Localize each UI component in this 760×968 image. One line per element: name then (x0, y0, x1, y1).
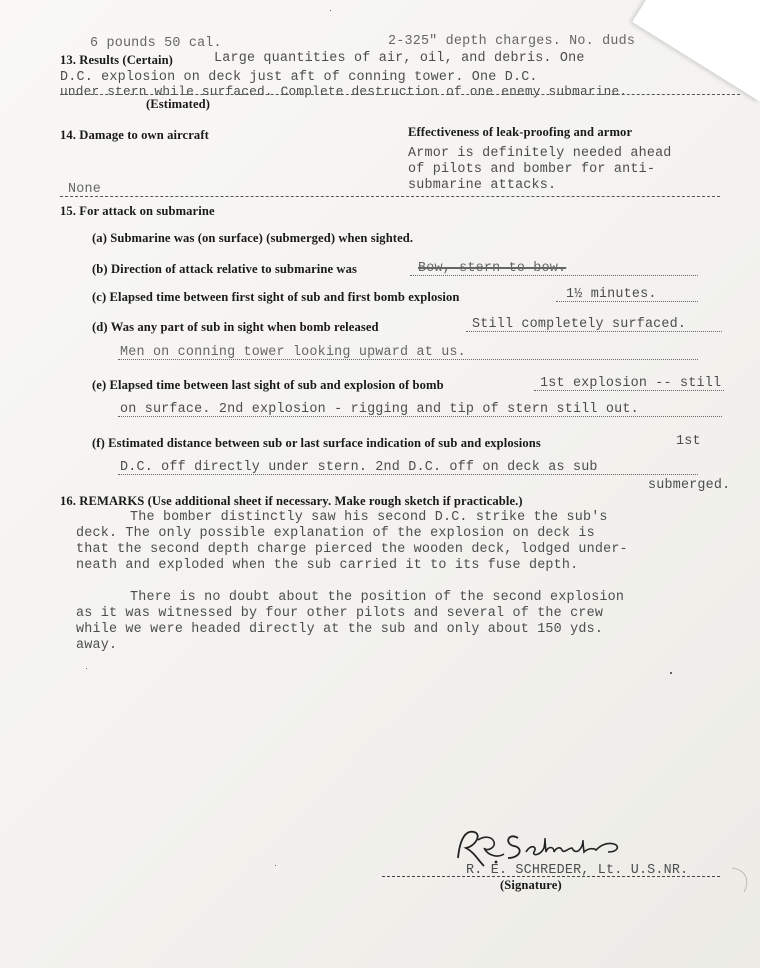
item15-b-rule (410, 275, 698, 276)
item13-text2: D.C. explosion on deck just aft of conning tower. One D.C. (60, 70, 538, 85)
folded-corner (632, 0, 760, 101)
item15-e-rule1 (534, 390, 724, 391)
item15-f-label: (f) Estimated distance between sub or last surface indication of sub and explosions (92, 436, 541, 450)
item15-f-value2: D.C. off directly under stern. 2nd D.C. off on deck as sub (120, 460, 598, 475)
ink-speck (86, 668, 87, 669)
item15-f-value3: submerged. (648, 478, 731, 493)
signature-label: (Signature) (500, 878, 562, 892)
item15-c-value: 1½ minutes. (566, 287, 657, 302)
item15-d-value1: Still completely surfaced. (472, 317, 687, 332)
item14-right-text3: submarine attacks. (408, 178, 557, 193)
remarks-p2-line2: as it was witnessed by four other pilots and several of the crew (76, 606, 604, 621)
item15-d-label: (d) Was any part of sub in sight when bomb released (92, 320, 379, 334)
topline-right: 2-325" depth charges. No. duds (388, 34, 636, 49)
remarks-p1-line2: deck. The only possible explanation of the explosion on deck is (76, 526, 595, 541)
ink-speck (670, 672, 672, 674)
item13-estimated: (Estimated) (146, 97, 211, 111)
paper-clip-mark (728, 866, 752, 896)
item13-text3: under stern while surfaced. Complete destruction of one enemy submarine. (60, 84, 628, 99)
item14-right-label: Effectiveness of leak-proofing and armor (408, 125, 633, 139)
remarks-p2-line4: away. (76, 638, 118, 653)
item15-d-rule1 (466, 331, 722, 332)
item15-c-rule (556, 301, 698, 302)
item13-text1: Large quantities of air, oil, and debris. One (214, 51, 585, 66)
ink-speck (275, 865, 276, 866)
signature-line (382, 876, 720, 877)
item14-value: None (68, 182, 101, 197)
item15-d-value2: Men on conning tower looking upward at us. (120, 345, 466, 360)
remarks-p1-line1: The bomber distinctly saw his second D.C. strike the sub's (130, 510, 608, 525)
item15-f-rule (118, 474, 698, 475)
item13-label: 13. Results (Certain) (60, 53, 173, 67)
topline-left: 6 pounds 50 cal. (90, 36, 222, 51)
item15-e-value1: 1st explosion -- still (540, 376, 722, 391)
remarks-p2-line3: while we were headed directly at the sub and only about 150 yds. (76, 622, 604, 637)
item15-c-label: (c) Elapsed time between first sight of sub and first bomb explosion (92, 290, 460, 304)
signature-typed-name: R. E. SCHREDER, Lt. U.S.NR. (466, 863, 689, 878)
item15-e-value2: on surface. 2nd explosion - rigging and tip of stern still out. (120, 402, 639, 417)
item15-f-value1: 1st (676, 434, 701, 449)
item14-label: 14. Damage to own aircraft (60, 128, 209, 142)
item14-rule (60, 196, 720, 197)
item14-right-text1: Armor is definitely needed ahead (408, 146, 672, 161)
item14-right-text2: of pilots and bomber for anti- (408, 162, 656, 177)
item16-label: 16. REMARKS (Use additional sheet if necessary. Make rough sketch if practicable.) (60, 494, 523, 508)
item13-rule (60, 94, 740, 95)
item15-label: 15. For attack on submarine (60, 204, 215, 218)
remarks-p2-line1: There is no doubt about the position of the second explosion (130, 590, 625, 605)
remarks-p1-line3: that the second depth charge pierced the wooden deck, lodged under- (76, 542, 628, 557)
ink-speck (330, 10, 331, 11)
item15-a-label: (a) Submarine was (on surface) (submerged) when sighted. (92, 231, 414, 245)
item15-d-rule2 (118, 359, 698, 360)
item15-b-label: (b) Direction of attack relative to submarine was (92, 262, 358, 276)
remarks-p1-line4: neath and exploded when the sub carried it to its fuse depth. (76, 558, 579, 573)
item15-e-rule2 (118, 416, 722, 417)
item15-b-value: Bow, stern to bow. (418, 261, 567, 276)
item15-e-label: (e) Elapsed time between last sight of sub and explosion of bomb (92, 378, 444, 392)
